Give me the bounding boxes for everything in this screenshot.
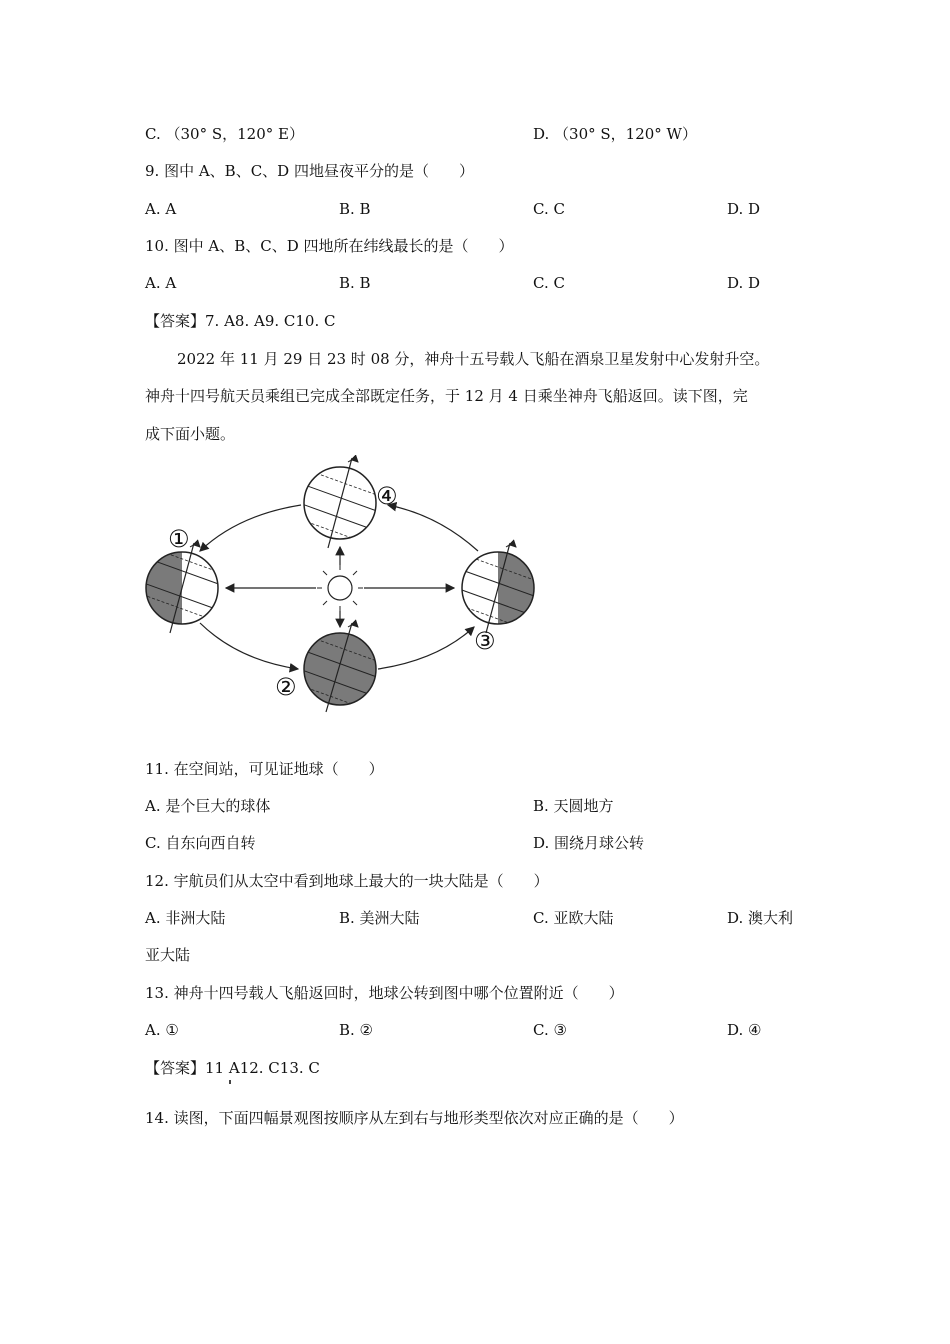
q10-option-c: C. C — [533, 274, 565, 292]
earth-orbit-diagram — [138, 455, 548, 724]
passage-line-1: 2022 年 11 月 29 日 23 时 08 分，神舟十五号载人飞船在酒泉卫星发射中心发射升空。 — [177, 350, 770, 368]
q12-option-b: B. 美洲大陆 — [339, 909, 420, 927]
q9-option-a: A. A — [145, 200, 177, 218]
answer-11-13: 【答案】11 A12. C13. C — [145, 1059, 320, 1077]
q8-option-c: C. （30° S，120° E） — [145, 125, 304, 143]
q9-option-b: B. B — [339, 200, 371, 218]
q9-option-d: D. D — [727, 200, 761, 218]
q12-option-d: D. 澳大利 — [727, 909, 794, 927]
passage-line-3: 成下面小题。 — [145, 425, 236, 443]
earth-position-4 — [288, 458, 388, 551]
earth-position-2 — [288, 623, 388, 717]
passage-line-2: 神舟十四号航天员乘组已完成全部既定任务，于 12 月 4 日乘坐神舟飞船返回。读下图，完 — [145, 387, 748, 405]
label-position-2: ② — [275, 673, 297, 701]
q11-option-c: C. 自东向西自转 — [145, 834, 256, 852]
sun — [226, 547, 454, 627]
q10-option-b: B. B — [339, 274, 371, 292]
q13-option-c: C. ③ — [533, 1021, 567, 1039]
q10-option-d: D. D — [727, 274, 761, 292]
q10-stem: 10. 图中 A、B、C、D 四地所在纬线最长的是（ ） — [145, 237, 514, 255]
earth-position-1 — [138, 543, 238, 635]
q9-option-c: C. C — [533, 200, 565, 218]
q12-option-c: C. 亚欧大陆 — [533, 909, 614, 927]
q11-stem: 11. 在空间站，可见证地球（ ） — [145, 760, 384, 778]
q13-option-a: A. ① — [145, 1021, 179, 1039]
q14-stem: 14. 读图，下面四幅景观图按顺序从左到右与地形类型依次对应正确的是（ ） — [145, 1109, 684, 1127]
q13-option-d: D. ④ — [727, 1021, 762, 1039]
q12-stem: 12. 宇航员们从太空中看到地球上最大的一块大陆是（ ） — [145, 872, 549, 890]
stray-mark — [229, 1080, 231, 1084]
q11-option-b: B. 天圆地方 — [533, 797, 614, 815]
label-position-4: ④ — [376, 482, 398, 510]
q9-stem: 9. 图中 A、B、C、D 四地昼夜平分的是（ ） — [145, 162, 474, 180]
q8-option-d: D. （30° S，120° W） — [533, 125, 697, 143]
q11-option-a: A. 是个巨大的球体 — [145, 797, 271, 815]
label-position-3: ③ — [474, 627, 496, 655]
q11-option-d: D. 围绕月球公转 — [533, 834, 645, 852]
q13-stem: 13. 神舟十四号载人飞船返回时，地球公转到图中哪个位置附近（ ） — [145, 984, 624, 1002]
q12-option-a: A. 非洲大陆 — [145, 909, 226, 927]
q10-option-a: A. A — [145, 274, 177, 292]
q12-option-d-wrap: 亚大陆 — [145, 946, 191, 964]
label-position-1: ① — [168, 525, 190, 553]
earth-position-3 — [448, 543, 548, 637]
q13-option-b: B. ② — [339, 1021, 374, 1039]
answer-7-10: 【答案】7. A8. A9. C10. C — [145, 312, 336, 330]
